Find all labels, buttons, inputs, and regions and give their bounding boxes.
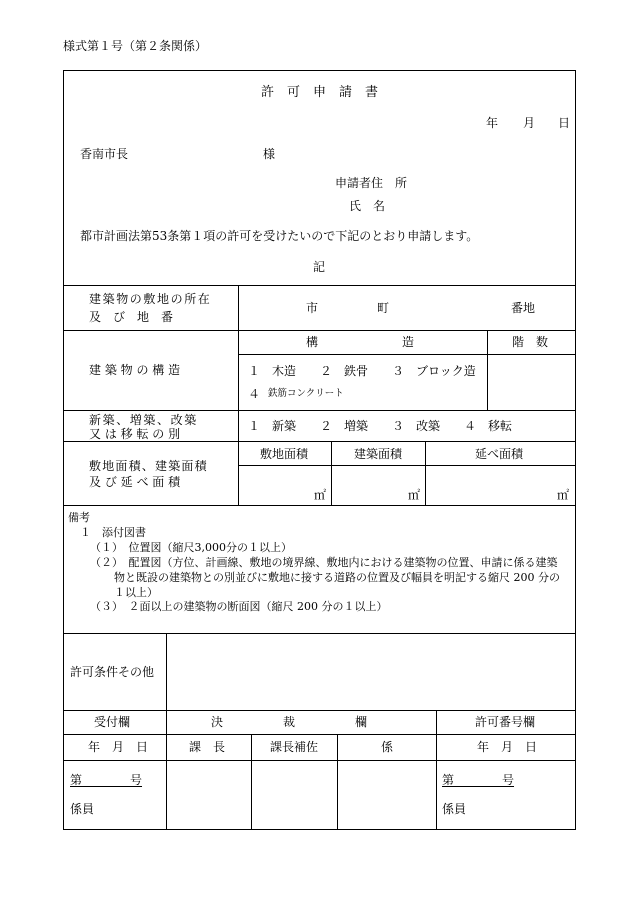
section-chief-header: 課 長 (189, 740, 226, 754)
remarks-sub-2-line2: 物と既設の建築物との別並びに敷地に接する道路の位置及び幅員を明記する縮尺 200 分の (114, 571, 560, 584)
remarks-sub-3: （３） ２面以上の建築物の断面図（縮尺 200 分の１以上） (90, 600, 388, 613)
site-area-unit: ㎡ (314, 488, 327, 502)
reception-number: 第 号 (70, 773, 143, 787)
site-lot: 番地 (511, 301, 536, 315)
area-label-line2: 及 び 延 べ 面 積 (89, 475, 181, 489)
reception-date: 年 月 日 (88, 740, 149, 754)
date-day: 日 (558, 116, 571, 130)
divider (63, 710, 576, 711)
permit-number: 第 号 (442, 773, 515, 787)
divider (487, 330, 488, 410)
remarks-sub-2-line3: １以上） (114, 586, 158, 599)
divider (63, 734, 576, 735)
remarks-sub-1: （１） 位置図（縮尺3,000分の１以上） (90, 541, 292, 554)
conditions-label: 許可条件その他 (70, 665, 155, 679)
divider (251, 734, 252, 829)
remarks-sub-2-line1: （２） 配置図（方位、計画線、敷地の境界線、敷地内における建築物の位置、申請に係る建築 (90, 556, 558, 569)
permit-date: 年 月 日 (477, 740, 538, 754)
ki-mark: 記 (313, 260, 326, 274)
permit-staff: 係員 (442, 802, 467, 816)
divider (331, 441, 332, 505)
divider (63, 441, 576, 442)
site-area-header: 敷地面積 (260, 447, 309, 461)
divider (63, 410, 576, 411)
floors-column-header: 階 数 (512, 335, 549, 349)
divider (63, 760, 576, 761)
building-area-header: 建築面積 (354, 447, 403, 461)
building-area-unit: ㎡ (408, 488, 421, 502)
remarks-item-1: １ 添付図書 (80, 526, 146, 539)
reception-staff: 係員 (70, 802, 95, 816)
site-town: 町 (377, 301, 390, 315)
application-statement: 都市計画法第53条第１項の許可を受けたいので下記のとおり申請します。 (80, 229, 479, 243)
divider (166, 634, 167, 829)
addressee-honorific: 様 (263, 147, 276, 161)
divider (425, 441, 426, 505)
total-area-header: 延べ面積 (475, 447, 524, 461)
divider (238, 465, 576, 466)
permit-number-header: 許可番号欄 (475, 715, 536, 729)
site-label-line1: 建築物の敷地の所在 (89, 292, 212, 306)
total-area-unit: ㎡ (557, 488, 570, 502)
structure-label: 建 築 物 の 構 造 (89, 363, 181, 377)
type-label-line1: 新築、増築、改築 (89, 413, 198, 427)
remarks-title: 備考 (68, 511, 90, 524)
divider (63, 634, 64, 829)
divider (63, 330, 576, 331)
staff-header: 係 (381, 740, 394, 754)
divider (436, 710, 437, 829)
divider (63, 285, 576, 286)
date-year: 年 (486, 116, 499, 130)
divider (238, 354, 576, 355)
reception-header: 受付欄 (94, 715, 131, 729)
type-label-line2: 又 は 移 転 の 別 (89, 427, 181, 441)
applicant-name-label: 氏 名 (349, 199, 386, 213)
divider (63, 829, 576, 830)
divider (63, 505, 576, 506)
divider (238, 285, 239, 505)
type-options: １ 新築 ２ 増築 ３ 改築 ４ 移転 (248, 419, 513, 433)
document-title: 許 可 申 請 書 (260, 85, 378, 100)
structure-column-header: 構 造 (306, 335, 415, 349)
structure-options: １ 木造 ２ 鉄骨 ３ ブロック造 (248, 364, 476, 378)
structure-option-4-number: ４ (248, 387, 261, 401)
assistant-chief-header: 課長補佐 (270, 740, 319, 754)
site-label-line2: 及 び 地 番 (89, 310, 174, 324)
divider (337, 734, 338, 829)
addressee-name: 香南市長 (80, 147, 129, 161)
applicant-address-label: 申請者住 所 (335, 176, 408, 190)
date-month: 月 (523, 116, 536, 130)
divider (575, 634, 576, 829)
area-label-line1: 敷地面積、建築面積 (89, 459, 208, 473)
site-city: 市 (306, 301, 319, 315)
structure-option-4-text: 鉄筋コンクリート (268, 388, 344, 399)
decision-header: 決 裁 欄 (211, 715, 368, 729)
form-label: 様式第１号（第２条関係） (63, 39, 208, 53)
